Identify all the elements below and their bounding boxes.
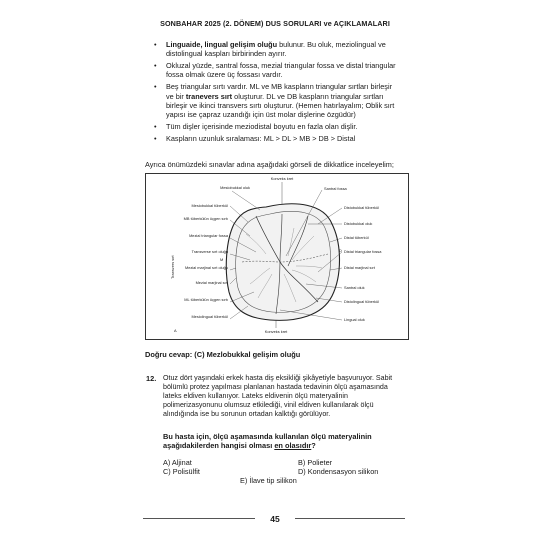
label-distobuccal-groove: Distobukkal oluk <box>344 221 373 226</box>
side-label: Transvers sırt <box>170 255 175 279</box>
list-item: • Kaspların uzunluk sıralaması: ML > DL > MB > DB > Distal <box>154 134 356 144</box>
label-transverse-groove: Transverse sırt oluğu <box>191 249 228 254</box>
intro-text: Ayrıca önümüzdeki sınavlar adına aşağıdaki görseli de dikkatlice inceleyelim; <box>145 160 394 169</box>
question-prompt: Bu hasta için, ölçü aşamasında kullanılan ölçü materyalinin aşağıdakilerden hangisi olması en olasıdır? <box>163 432 372 451</box>
label-mesial-fossa: Mezial triangular fossa <box>189 233 228 238</box>
label-mesial-marginal-ridge: Mezial marjinal sırt <box>195 280 228 285</box>
label-mesiolingual-cusp: Mesiolingual tüberkül <box>191 314 228 319</box>
option-e[interactable]: E) İlave tip silikon <box>240 476 297 485</box>
top-label: Konveks kret <box>270 176 294 181</box>
label-distolingual-cusp: Distolingual tüberkül <box>344 299 380 304</box>
label-marginal-groove: Mezial marjinal sırt oluğu <box>184 265 228 270</box>
label-lingual-groove: Lingual oluk <box>344 317 365 322</box>
label-mb-ridge: MB tüberkülün üçgen sırtı <box>183 216 228 221</box>
list-item: • Okluzal yüzde, santral fossa, mezial triangular fossa ve distal triangular fossa olmak üzere üç fossası vardır. <box>154 61 396 80</box>
running-header: SONBAHAR 2025 (2. DÖNEM) DUS SORULARI ve AÇIKLAMALARI <box>160 19 390 28</box>
page-number: 45 <box>270 514 280 524</box>
label-ml-ridge: ML tüberkülün üçgen sırtı <box>184 297 228 302</box>
question-number: 12. <box>146 374 157 383</box>
feature-list <box>154 40 399 146</box>
question-body: Otuz dört yaşındaki erkek hasta diş eksikliği şikâyetiyle başvuruyor. Sabit bölümlü protez yapılması planlanan hastada tedavinin ölçü aşamasında lateks eldiven kullanıyor. Lateks eldivenin ölçü materyalinin polimerizasyonunu olumsuz etkilediği, vinil eldiven kullanılarak ölçü alındığında ise bu sorunun ortadan kalktığı görülüyor. <box>163 374 393 418</box>
option-a[interactable]: A) Aljinat <box>163 458 192 467</box>
label-distal-marginal-ridge: Distal marjinal sırt <box>344 265 375 270</box>
label-distal-fossa: Distal triangular fossa <box>344 249 382 254</box>
distal-marker: D <box>339 248 342 253</box>
option-d[interactable]: D) Kondensasyon silikon <box>298 467 379 476</box>
label-mesiobuccal-cusp: Mesiobukkal tüberkül <box>191 203 228 208</box>
bottom-label: Konveks kret <box>264 329 288 334</box>
figure-corner-label: A <box>174 328 177 333</box>
label-distobuccal-cusp: Distobukkal tüberkül <box>344 205 380 210</box>
label-central-fossa: Santral fossa <box>324 186 347 191</box>
label-central-groove: Santral oluk <box>344 285 365 290</box>
tooth-diagram-svg <box>146 174 408 339</box>
correct-answer: Doğru cevap: (C) Mezlobukkal gelişim oluğu <box>145 350 301 359</box>
mesial-marker: M <box>220 257 224 262</box>
list-item: • Beş triangular sırtı vardır. ML ve MB kaspların triangular sırtları birleşir ve bir tranevers sırt oluşturur. DL ve DB kaspların triangular sırtları birleşir ve ikinci transvers sırtı oluşturur. (Hemen hatırlayalım; Oblik sırt yapısı ise çapraz uzandığı için üst molar dişlerine özgüdür) <box>154 82 395 120</box>
list-item: • Tüm dişler içerisinde meziodistal boyutu en fazla olan dişlir. <box>154 122 358 132</box>
list-item: • Linguaide, lingual gelişim oluğu bulunur. Bu oluk, meziolingual ve distolingual kaspları birbirinden ayırır. <box>154 40 386 59</box>
option-b[interactable]: B) Polieter <box>298 458 333 467</box>
label-mesiobuccal-groove: Mesiobukkal oluk <box>220 185 250 190</box>
label-distal-cusp: Distal tüberkül <box>344 235 369 240</box>
option-c[interactable]: C) Polisülfit <box>163 467 200 476</box>
tooth-diagram <box>145 173 409 340</box>
